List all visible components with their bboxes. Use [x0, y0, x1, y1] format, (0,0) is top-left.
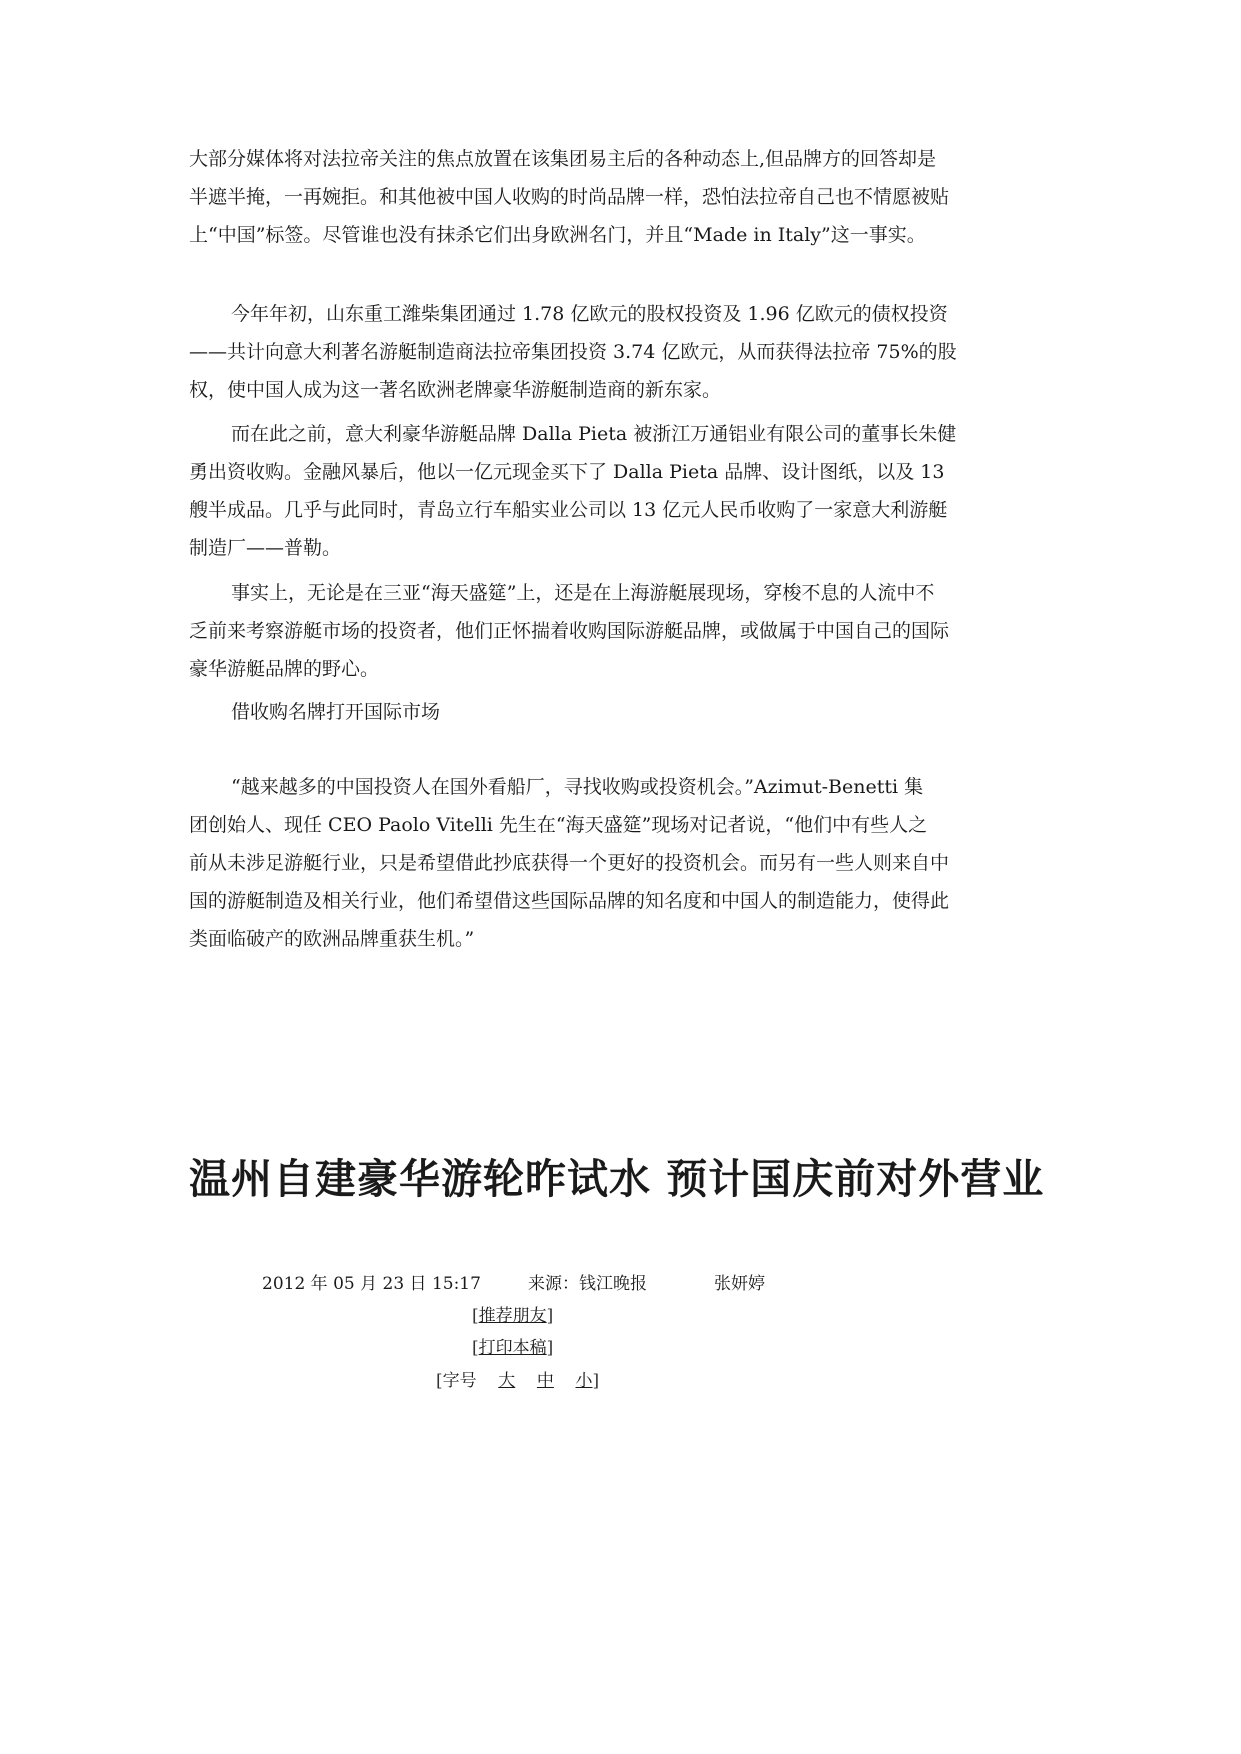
paragraph-line: 半遮半掩，一再婉拒。和其他被中国人收购的时尚品牌一样，恐怕法拉帝自己也不情愿被贴 — [189, 186, 950, 208]
paragraph-line: 制造厂——普勒。 — [189, 537, 342, 559]
font-size-label: 字号 — [442, 1371, 477, 1391]
paragraph-line: 上“中国”标签。尽管谁也没有抹杀它们出身欧洲名门，并且“Made in Italy”这一事实。 — [189, 224, 926, 246]
paragraph-2 — [189, 295, 1059, 409]
paragraph-line: 乏前来考察游艇市场的投资者，他们正怀揣着收购国际游艇品牌，或做属于中国自己的国际 — [189, 620, 950, 642]
paragraph-line: 类面临破产的欧洲品牌重获生机。” — [189, 928, 475, 950]
paragraph-line: “越来越多的中国投资人在国外看船厂，寻找收购或投资机会。”Azimut-Benetti 集 — [231, 776, 924, 798]
paragraph-line: ——共计向意大利著名游艇制造商法拉帝集团投资 3.74 亿欧元，从而获得法拉帝 75%的股 — [189, 341, 957, 363]
paragraph-line: 大部分媒体将对法拉帝关注的焦点放置在该集团易主后的各种动态上,但品牌方的回答却是 — [189, 148, 937, 170]
paragraph-line: 今年年初，山东重工潍柴集团通过 1.78 亿欧元的股权投资及 1.96 亿欧元的债权投资 — [231, 303, 948, 325]
paragraph-1 — [189, 140, 1059, 254]
article-author: 张妍婷 — [714, 1274, 765, 1294]
paragraph-5 — [189, 768, 1059, 958]
recommend-friend-wrapper: [推荐朋友] — [472, 1306, 554, 1326]
paragraph-line: 勇出资收购。金融风暴后，他以一亿元现金买下了 Dalla Pieta 品牌、设计图纸，以及 13 — [189, 461, 945, 483]
article-source: 来源：钱江晚报 — [528, 1274, 647, 1294]
recommend-friend-link[interactable]: 推荐朋友 — [478, 1306, 547, 1326]
font-size-small-link[interactable]: 小 — [575, 1371, 593, 1391]
paragraph-line: 事实上，无论是在三亚“海天盛筵”上，还是在上海游艇展现场，穿梭不息的人流中不 — [231, 582, 935, 604]
print-article-wrapper: [打印本稿] — [472, 1338, 554, 1358]
paragraph-line: 权，使中国人成为这一著名欧洲老牌豪华游艇制造商的新东家。 — [189, 379, 722, 401]
print-article-link[interactable]: 打印本稿 — [478, 1338, 547, 1358]
paragraph-line: 豪华游艇品牌的野心。 — [189, 658, 380, 680]
paragraph-line: 团创始人、现任 CEO Paolo Vitelli 先生在“海天盛筵”现场对记者说，“他们中有些人之 — [189, 814, 928, 836]
font-size-controls: [字号 大 中 小] — [436, 1371, 600, 1391]
article-title: 温州自建豪华游轮昨试水 预计国庆前对外营业 — [189, 1155, 1045, 1203]
font-size-large-link[interactable]: 大 — [498, 1371, 516, 1391]
font-size-medium-link[interactable]: 中 — [536, 1371, 554, 1391]
paragraph-line: 艘半成品。几乎与此同时，青岛立行车船实业公司以 13 亿元人民币收购了一家意大利游艇 — [189, 499, 948, 521]
section-subheading: 借收购名牌打开国际市场 — [231, 701, 441, 723]
paragraph-line: 前从未涉足游艇行业，只是希望借此抄底获得一个更好的投资机会。而另有一些人则来自中 — [189, 852, 950, 874]
article-date: 2012 年 05 月 23 日 15:17 — [262, 1274, 481, 1294]
paragraph-line: 而在此之前，意大利豪华游艇品牌 Dalla Pieta 被浙江万通铝业有限公司的董事长朱健 — [231, 423, 957, 445]
paragraph-3 — [189, 415, 1059, 567]
paragraph-line: 国的游艇制造及相关行业，他们希望借这些国际品牌的知名度和中国人的制造能力，使得此 — [189, 890, 950, 912]
paragraph-4 — [189, 574, 1059, 688]
